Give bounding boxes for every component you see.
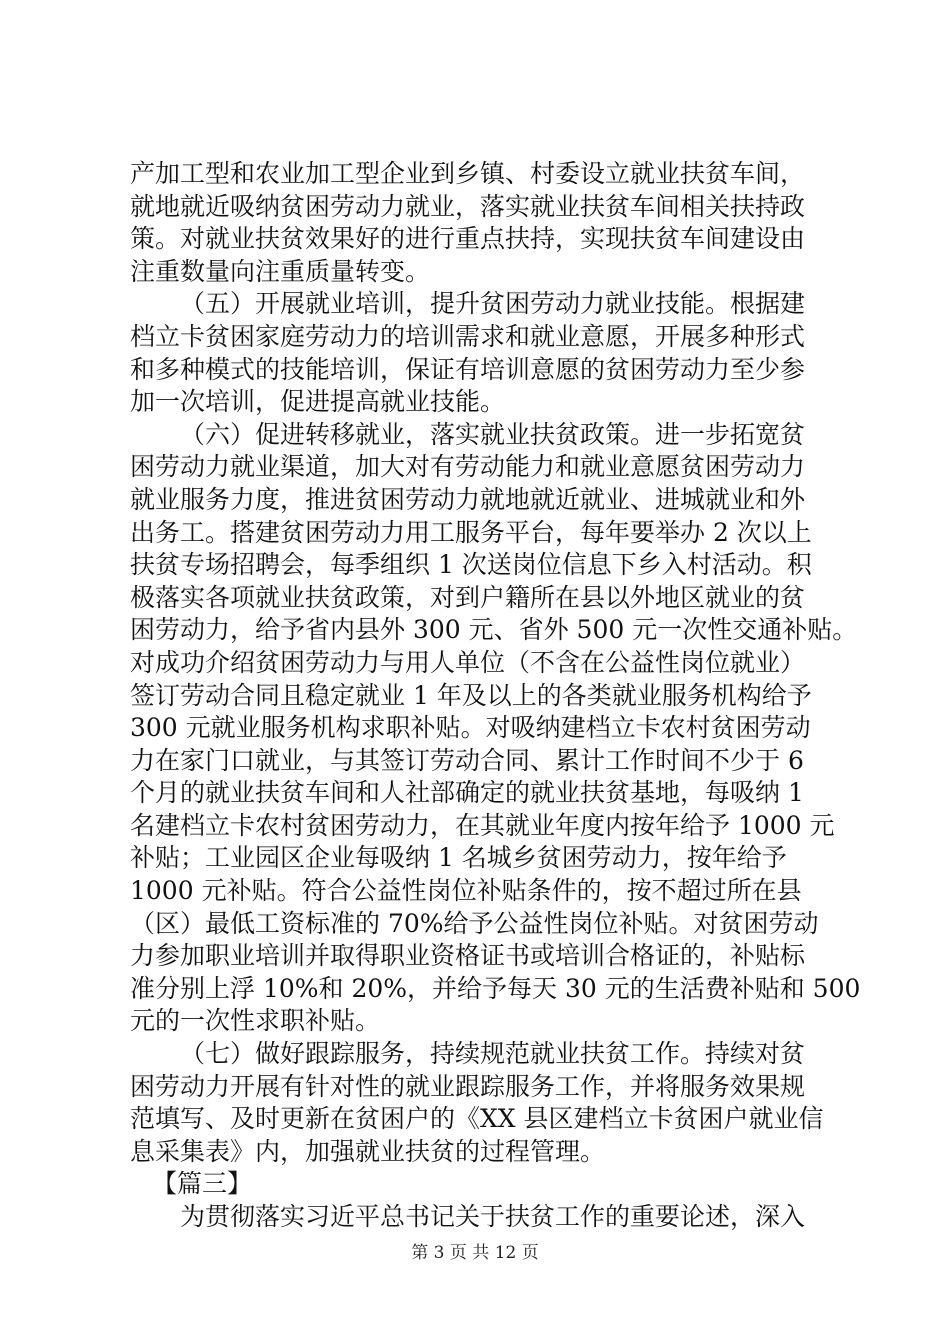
text-line: 极落实各项就业扶贫政策，对到户籍所在县以外地区就业的贫 (130, 582, 806, 612)
text-line: 困劳动力开展有针对性的就业跟踪服务工作，并将服务效果规 (130, 1071, 806, 1101)
text-line: 档立卡贫困家庭劳动力的培训需求和就业意愿，开展多种形式 (130, 321, 806, 351)
text-line: 力参加职业培训并取得职业资格证书或培训合格证的，补贴标 (130, 941, 806, 971)
text-line: 名建档立卡农村贫困劳动力，在其就业年度内按年给予 1000 元 (130, 810, 835, 840)
text-line: 对成功介绍贫困劳动力与用人单位（不含在公益性岗位就业） (130, 647, 806, 677)
chapter-heading: 【篇三】 (152, 1169, 253, 1199)
text-line: 元的一次性求职补贴。 (130, 1006, 381, 1036)
text-line: 策。对就业扶贫效果好的进行重点扶持，实现扶贫车间建设由 (130, 224, 806, 254)
document-body (130, 158, 861, 1234)
text-line: 就业服务力度，推进贫困劳动力就地就近就业、进城就业和外 (130, 484, 806, 514)
text-line: 300 元就业服务机构求职补贴。对吸纳建档立卡农村贫困劳动 (130, 713, 811, 743)
text-line: 产加工型和农业加工型企业到乡镇、村委设立就业扶贫车间， (130, 159, 806, 188)
page-number-label: 第 3 页 共 12 页 (411, 1243, 539, 1263)
text-line: 个月的就业扶贫车间和人社部确定的就业扶贫基地，每吸纳 1 (130, 778, 804, 808)
text-line: 范填写、及时更新在贫困户的《XX 县区建档立卡贫困户就业信 (130, 1104, 824, 1134)
text-line: 1000 元补贴。符合公益性岗位补贴条件的，按不超过所在县 (130, 876, 802, 906)
text-line: 注重数量向注重质量转变。 (130, 256, 431, 286)
text-line: 为贯彻落实习近平总书记关于扶贫工作的重要论述，深入 (180, 1202, 806, 1231)
text-line: 准分别上浮 10%和 20%，并给予每天 30 元的生活费补贴和 500 (130, 973, 861, 1003)
text-line: 困劳动力就业渠道，加大对有劳动能力和就业意愿贫困劳动力 (130, 452, 806, 482)
text-line: 扶贫专场招聘会，每季组织 1 次送岗位信息下乡入村活动。积 (130, 550, 812, 580)
text-line: 和多种模式的技能培训，保证有培训意愿的贫困劳动力至少参 (130, 354, 806, 384)
text-line: 困劳动力，给予省内县外 300 元、省外 500 元一次性交通补贴。 (130, 615, 858, 645)
text-line: （区）最低工资标准的 70%给予公益性岗位补贴。对贫困劳动 (130, 908, 819, 938)
text-line: 出务工。搭建贫困劳动力用工服务平台，每年要举办 2 次以上 (130, 517, 812, 547)
text-line: 签订劳动合同且稳定就业 1 年及以上的各类就业服务机构给予 (130, 680, 812, 710)
page-footer (0, 1243, 950, 1263)
section-heading-line: （五）开展就业培训，提升贫困劳动力就业技能。根据建 (180, 289, 806, 319)
text-line: 补贴；工业园区企业每吸纳 1 名城乡贫困劳动力，按年给予 (130, 843, 787, 873)
text-line: 力在家门口就业，与其签订劳动合同、累计工作时间不少于 6 (130, 745, 804, 775)
text-line: 就地就近吸纳贫困劳动力就业，落实就业扶贫车间相关扶持政 (130, 191, 806, 221)
section-heading-line: （七）做好跟踪服务，持续规范就业扶贫工作。持续对贫 (180, 1039, 806, 1069)
section-heading-line: （六）促进转移就业，落实就业扶贫政策。进一步拓宽贫 (180, 419, 806, 449)
text-line: 息采集表》内，加强就业扶贫的过程管理。 (130, 1136, 606, 1166)
text-line: 加一次培训，促进提高就业技能。 (130, 387, 506, 417)
